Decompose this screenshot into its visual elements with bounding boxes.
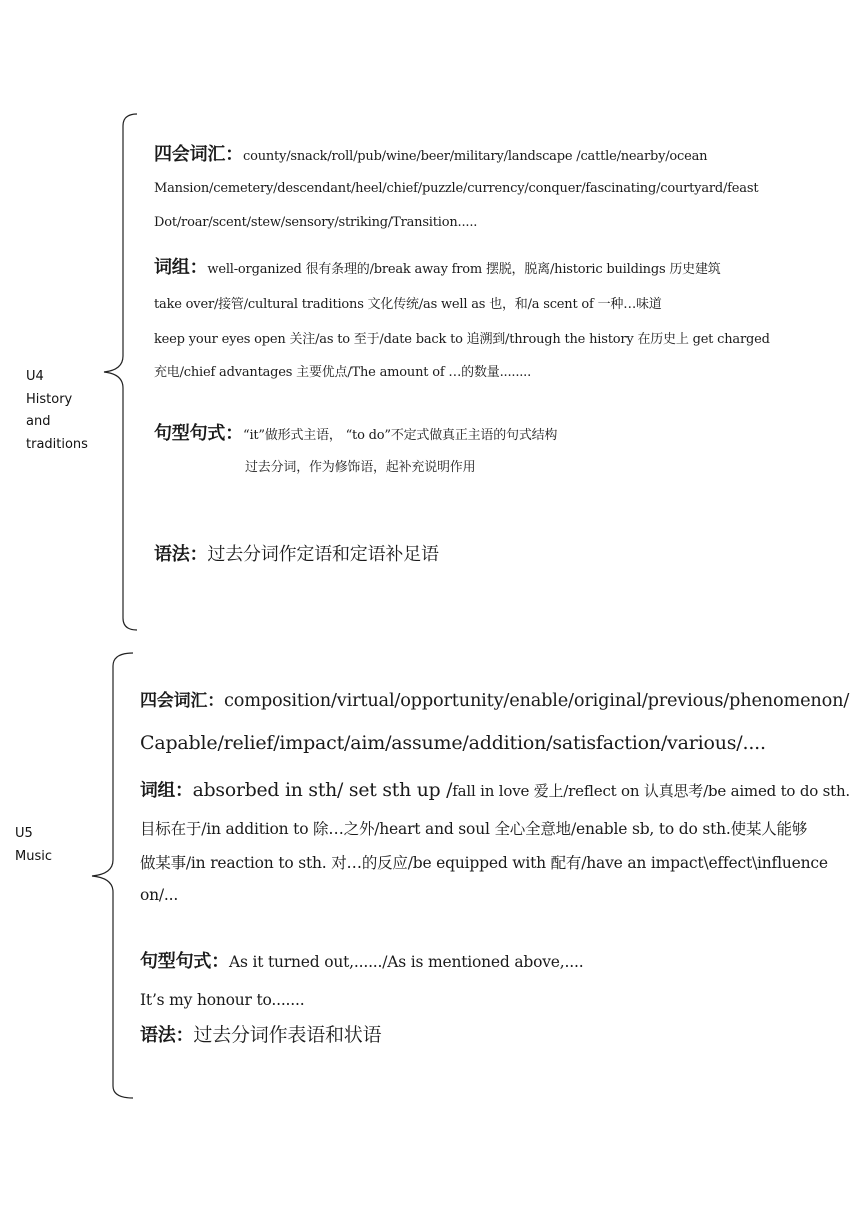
sentence-line: 过去分词，作为修饰语，起补充说明作用 (245, 460, 476, 475)
unit-label-u4 (26, 366, 88, 456)
unit-code: U5 (15, 826, 33, 841)
phrase-line: 充电/chief advantages 主要优点/The amount of …的数量........ (154, 365, 532, 380)
grammar-heading: 语法： (154, 544, 208, 565)
phrase-line: 做某事/in reaction to sth. 对…的反应/be equipped with 配有/have an impact\effect\influence (140, 854, 828, 872)
phrase-line: take over/接管/cultural traditions 文化传统/as well as 也，和/a scent of 一种…味道 (154, 297, 662, 312)
vocab-line: Dot/roar/scent/stew/sensory/striking/Transition..... (154, 215, 478, 230)
sentence-line: 句型句式：“it”做形式主语， “to do”不定式做真正主语的句式结构 (154, 423, 558, 444)
sentence-heading: 句型句式： (140, 951, 229, 972)
unit-code: U4 (26, 369, 44, 384)
vocab-line: 四会词汇：composition/virtual/opportunity/enable/original/previous/phenomenon/ (140, 691, 850, 711)
grammar-text: 过去分词作表语和状语 (193, 1024, 382, 1046)
left-brace-u4 (100, 112, 140, 634)
grammar-text: 过去分词作定语和定语补足语 (207, 544, 439, 565)
sentence-line: It’s my honour to....... (140, 991, 305, 1009)
phrase-heading: 词组： (154, 257, 208, 278)
vocab-line: 四会词汇：county/snack/roll/pub/wine/beer/military/landscape /cattle/nearby/ocean (154, 144, 708, 165)
phrase-heading: 词组： (140, 781, 193, 801)
phrase-line: keep your eyes open 关注/as to 至于/date back to 追溯到/through the history 在历史上 get charged (154, 332, 770, 347)
unit-title-line: History (26, 391, 73, 407)
sentence-line: 句型句式：As it turned out,....../As is mentioned above,.... (140, 951, 584, 972)
grammar-line (140, 1020, 381, 1047)
unit-title-line: Music (15, 848, 52, 864)
unit-title-line: traditions (26, 436, 88, 452)
phrase-line: 词组：well-organized 很有条理的/break away from 摆脱，脱离/historic buildings 历史建筑 (154, 257, 721, 278)
sentence-heading: 句型句式： (154, 423, 243, 444)
left-brace-u5 (88, 650, 136, 1102)
vocab-heading: 四会词汇： (154, 144, 243, 165)
grammar-heading: 语法： (140, 1025, 194, 1046)
vocab-line: Capable/relief/impact/aim/assume/addition/satisfaction/various/.... (140, 732, 766, 754)
vocab-line: Mansion/cemetery/descendant/heel/chief/puzzle/currency/conquer/fascinating/courtyard/feast (154, 181, 759, 196)
unit-title-line: and (26, 414, 51, 429)
phrase-line: 词组：absorbed in sth/ set sth up /fall in love 爱上/reflect on 认真思考/be aimed to do sth. (140, 780, 850, 801)
grammar-line (154, 540, 439, 566)
phrase-line: on/... (140, 886, 179, 904)
vocab-heading: 四会词汇： (140, 691, 224, 711)
phrase-line: 目标在于/in addition to 除…之外/heart and soul 全心全意地/enable sb, to do sth.使某人能够 (140, 820, 808, 838)
unit-label-u5 (15, 823, 52, 868)
